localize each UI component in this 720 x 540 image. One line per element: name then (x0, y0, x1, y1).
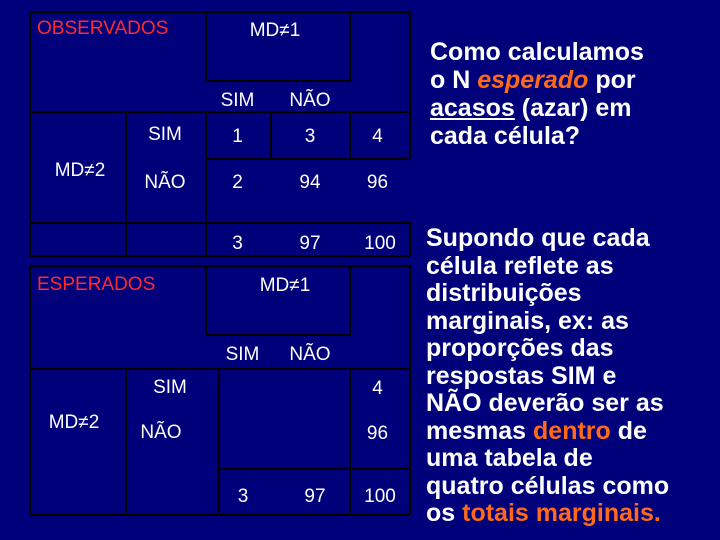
explanation-line: distribuições (426, 279, 582, 307)
expected-row-header-sim: SIM (153, 377, 187, 398)
explanation-line: uma tabela de (426, 444, 593, 472)
question-line: Como calculamos (430, 38, 644, 66)
emphasis-totais-marginais: totais marginais. (462, 499, 661, 527)
expected-col-total: 97 (304, 486, 326, 507)
explanation-line: quatro células como (426, 471, 670, 500)
explanation-line: respostas SIM e (426, 361, 617, 390)
observed-grand-total: 100 (364, 233, 396, 254)
observed-row-total: 96 (366, 172, 389, 193)
observed-title: OBSERVADOS (37, 18, 169, 39)
observed-cell: 2 (232, 172, 243, 193)
explanation-line: proporções das (426, 334, 614, 362)
expected-row-total: 4 (372, 378, 383, 399)
expected-col-header-nao: NÃO (289, 344, 331, 365)
observed-col-factor: MD≠1 (249, 20, 301, 41)
observed-col-total: 3 (232, 233, 243, 254)
expected-title: ESPERADOS (37, 274, 156, 295)
expected-row-header-nao: NÃO (140, 422, 182, 443)
explanation-text (426, 225, 716, 528)
underline-acasos: acasos (430, 94, 515, 122)
emphasis-dentro: dentro (533, 416, 611, 445)
expected-col-header-sim: SIM (225, 344, 260, 365)
question-text (430, 38, 720, 150)
expected-row-factor: MD≠2 (48, 412, 100, 433)
question-line: o N esperado por (430, 66, 636, 94)
expected-row-total: 96 (366, 423, 389, 444)
question-line: acasos (azar) em (430, 94, 632, 122)
expected-grand-total: 100 (364, 486, 396, 507)
expected-col-total: 3 (237, 486, 249, 507)
explanation-line: NÃO deverão ser as (426, 389, 664, 417)
observed-row-header-nao: NÃO (144, 172, 186, 193)
emphasis-esperado: esperado (477, 66, 589, 94)
observed-row-header-sim: SIM (148, 124, 182, 145)
explanation-line: Supondo que cada (426, 224, 650, 252)
explanation-line: célula reflete as (426, 251, 614, 280)
explanation-line: mesmas dentro de (426, 416, 647, 445)
question-line: cada célula? (430, 122, 581, 150)
observed-col-header-nao: NÃO (289, 90, 331, 111)
observed-row-factor: MD≠2 (54, 160, 106, 181)
explanation-line: os totais marginais. (426, 499, 661, 527)
expected-col-factor: MD≠1 (259, 275, 311, 296)
explanation-line: marginais, ex: as (426, 306, 629, 335)
observed-col-header-sim: SIM (220, 90, 255, 111)
observed-col-total: 97 (299, 233, 321, 254)
observed-cell: 1 (232, 126, 243, 147)
observed-cell: 94 (299, 172, 321, 193)
observed-row-total: 4 (372, 126, 383, 147)
observed-cell: 3 (304, 126, 316, 147)
